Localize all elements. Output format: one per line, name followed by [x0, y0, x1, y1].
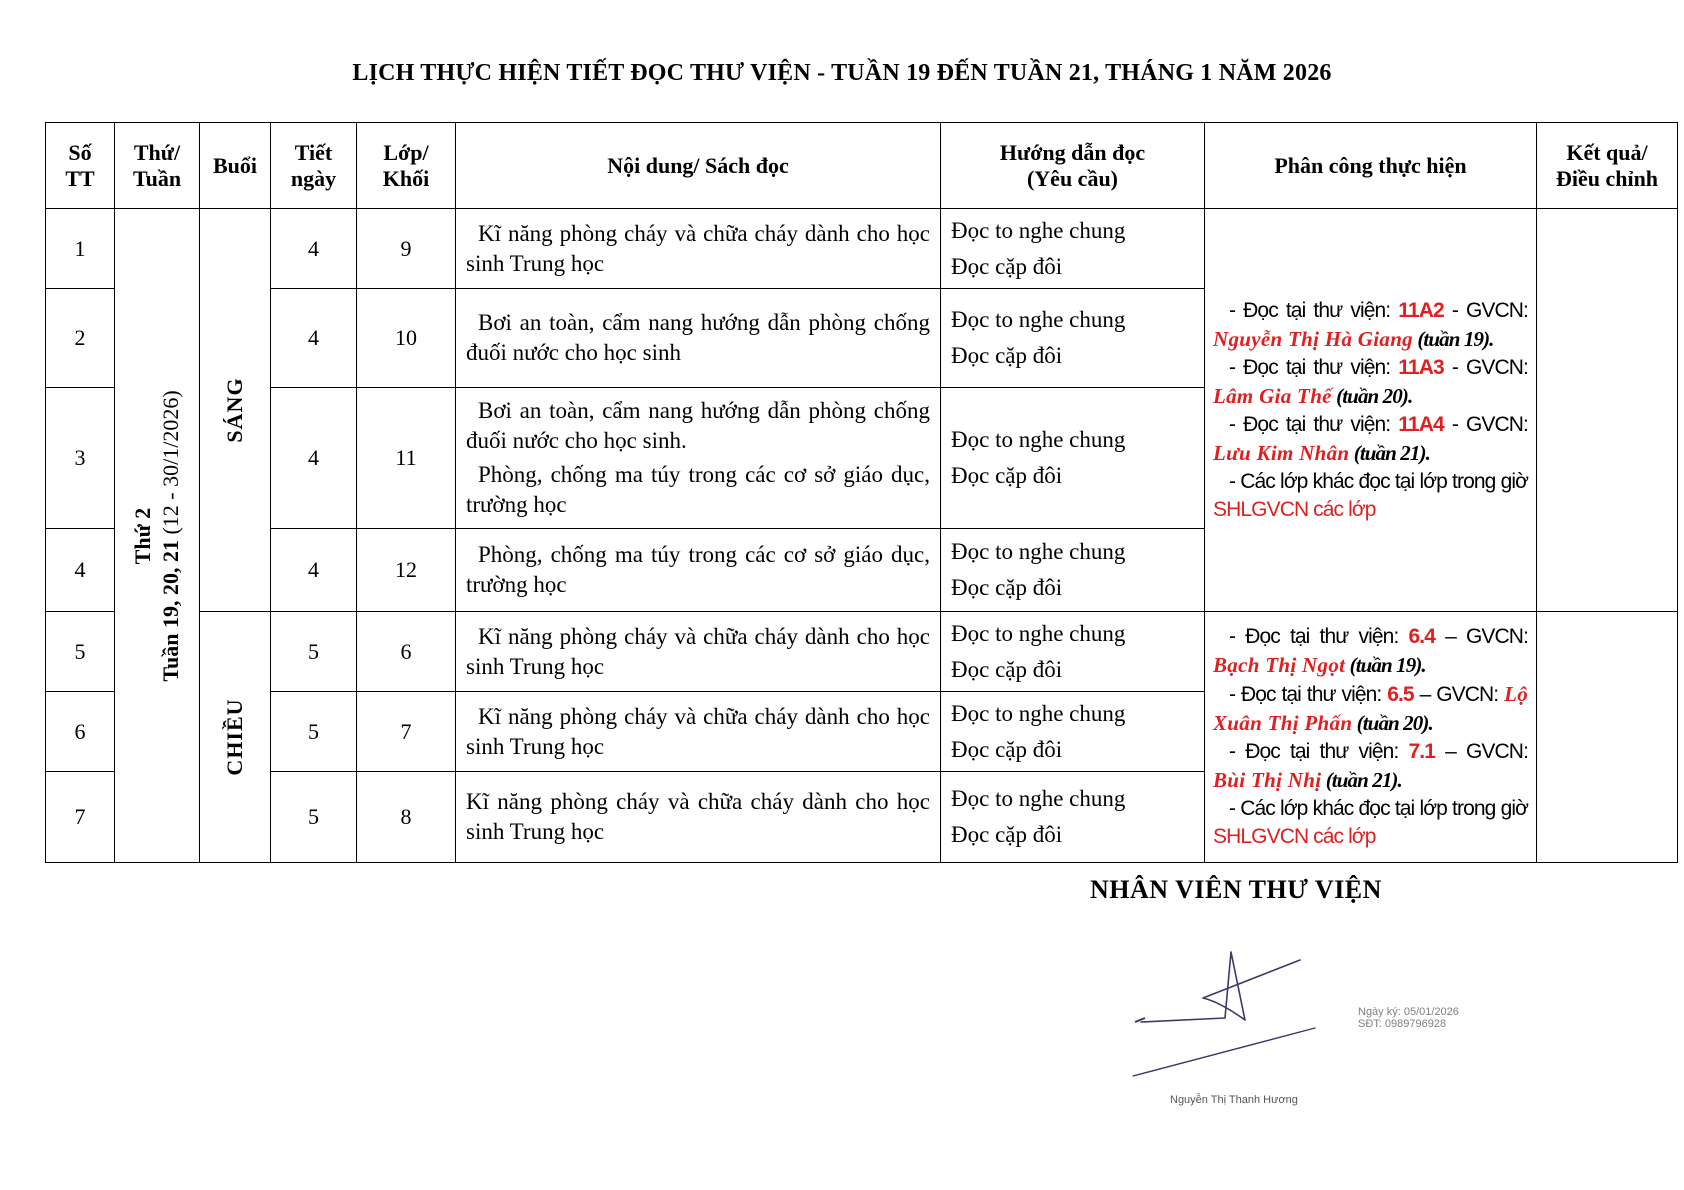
guide-cell: Đọc to nghe chung Đọc cặp đôi: [941, 388, 1205, 529]
period-cell: 5: [271, 772, 357, 863]
session-afternoon-cell: [200, 612, 271, 863]
page-title: LỊCH THỰC HIỆN TIẾT ĐỌC THƯ VIỆN - TUẦN 19 ĐẾN TUẦN 21, THÁNG 1 NĂM 2026: [352, 60, 1332, 86]
header-grade: Lớp/ Khối: [357, 123, 456, 209]
grade-cell: 10: [357, 289, 456, 388]
stt-cell: 7: [46, 772, 115, 863]
content-cell: Kĩ năng phòng cháy và chữa cháy dành cho học sinh Trung học: [456, 692, 941, 772]
assign-item: - Đọc tại thư viện: 6.4 – GVCN: Bạch Thị Ngọt (tuần 19).: [1213, 625, 1529, 677]
assign-item: - Đọc tại thư viện: 7.1 – GVCN: Bùi Thị Nhị (tuần 21).: [1213, 740, 1529, 792]
assign-item: - Đọc tại thư viện: 6.5 – GVCN: Lộ Xuân Thị Phấn (tuần 20).: [1213, 682, 1528, 735]
content-cell: Kĩ năng phòng cháy và chữa cháy dành cho học sinh Trung học: [456, 612, 941, 692]
assign-other: - Các lớp khác đọc tại lớp trong giờ SHLGVCN các lớp: [1213, 797, 1528, 848]
guide-cell: Đọc to nghe chung Đọc cặp đôi: [941, 209, 1205, 289]
header-session: Buổi: [200, 123, 271, 209]
period-cell: 4: [271, 388, 357, 529]
guide-cell: Đọc to nghe chung Đọc cặp đôi: [941, 529, 1205, 612]
header-stt: Số TT: [46, 123, 115, 209]
content-cell: Bơi an toàn, cẩm nang hướng dẫn phòng chống đuối nước cho học sinh. Phòng, chống ma túy trong các cơ sở giáo dục, trường học: [456, 388, 941, 529]
assign-other: - Các lớp khác đọc tại lớp trong giờ SHLGVCN các lớp: [1213, 469, 1528, 521]
day-cell: [115, 209, 200, 863]
content-cell: Kĩ năng phòng cháy và chữa cháy dành cho học sinh Trung học: [456, 772, 941, 863]
assign-afternoon-cell: [1205, 612, 1537, 863]
header-period: Tiết ngày: [271, 123, 357, 209]
stt-cell: 5: [46, 612, 115, 692]
period-cell: 5: [271, 612, 357, 692]
stt-cell: 1: [46, 209, 115, 289]
content-cell: Kĩ năng phòng cháy và chữa cháy dành cho học sinh Trung học: [456, 209, 941, 289]
assign-item: - Đọc tại thư viện: 11A4 - GVCN: Lưu Kim Nhân (tuần 21).: [1213, 412, 1528, 465]
content-cell: Phòng, chống ma túy trong các cơ sở giáo dục, trường học: [456, 529, 941, 612]
signature-meta: Ngày ký: 05/01/2026 SĐT: 0989796928: [1358, 1006, 1459, 1030]
grade-cell: 11: [357, 388, 456, 529]
assign-item: - Đọc tại thư viện: 11A3 - GVCN: Lâm Gia Thế (tuần 20).: [1213, 355, 1528, 408]
header-content: Nội dung/ Sách đọc: [456, 123, 941, 209]
day-label: Thứ 2 Tuần 19, 20, 21 (12 - 30/1/2026): [130, 389, 183, 682]
session-morning: SÁNG: [222, 377, 247, 443]
session-afternoon: CHIỀU: [222, 698, 247, 776]
assign-item: - Đọc tại thư viện: 11A2 - GVCN: Nguyễn Thị Hà Giang (tuần 19).: [1213, 298, 1528, 351]
session-morning-cell: [200, 209, 271, 612]
assign-morning-cell: [1205, 209, 1537, 612]
header-result: Kết quả/ Điều chỉnh: [1537, 123, 1678, 209]
table-row: [46, 612, 1678, 692]
header-guide: Hướng dẫn đọc (Yêu cầu): [941, 123, 1205, 209]
period-cell: 4: [271, 289, 357, 388]
stt-cell: 2: [46, 289, 115, 388]
grade-cell: 9: [357, 209, 456, 289]
period-cell: 5: [271, 692, 357, 772]
table-row: [46, 209, 1678, 289]
signer-name: Nguyễn Thị Thanh Hương: [1170, 1094, 1298, 1106]
period-cell: 4: [271, 529, 357, 612]
stt-cell: 3: [46, 388, 115, 529]
stt-cell: 6: [46, 692, 115, 772]
schedule-table: [45, 122, 1678, 863]
content-cell: Bơi an toàn, cẩm nang hướng dẫn phòng chống đuối nước cho học sinh: [456, 289, 941, 388]
header-row: [46, 123, 1678, 209]
guide-cell: Đọc to nghe chung Đọc cặp đôi: [941, 772, 1205, 863]
result-cell: [1537, 612, 1678, 863]
grade-cell: 6: [357, 612, 456, 692]
period-cell: 4: [271, 209, 357, 289]
stt-cell: 4: [46, 529, 115, 612]
grade-cell: 8: [357, 772, 456, 863]
header-assign: Phân công thực hiện: [1205, 123, 1537, 209]
header-day: Thứ/ Tuần: [115, 123, 200, 209]
result-cell: [1537, 209, 1678, 612]
guide-cell: Đọc to nghe chung Đọc cặp đôi: [941, 289, 1205, 388]
staff-title: NHÂN VIÊN THƯ VIỆN: [1090, 875, 1382, 904]
grade-cell: 7: [357, 692, 456, 772]
grade-cell: 12: [357, 529, 456, 612]
guide-cell: Đọc to nghe chung Đọc cặp đôi: [941, 612, 1205, 692]
guide-cell: Đọc to nghe chung Đọc cặp đôi: [941, 692, 1205, 772]
